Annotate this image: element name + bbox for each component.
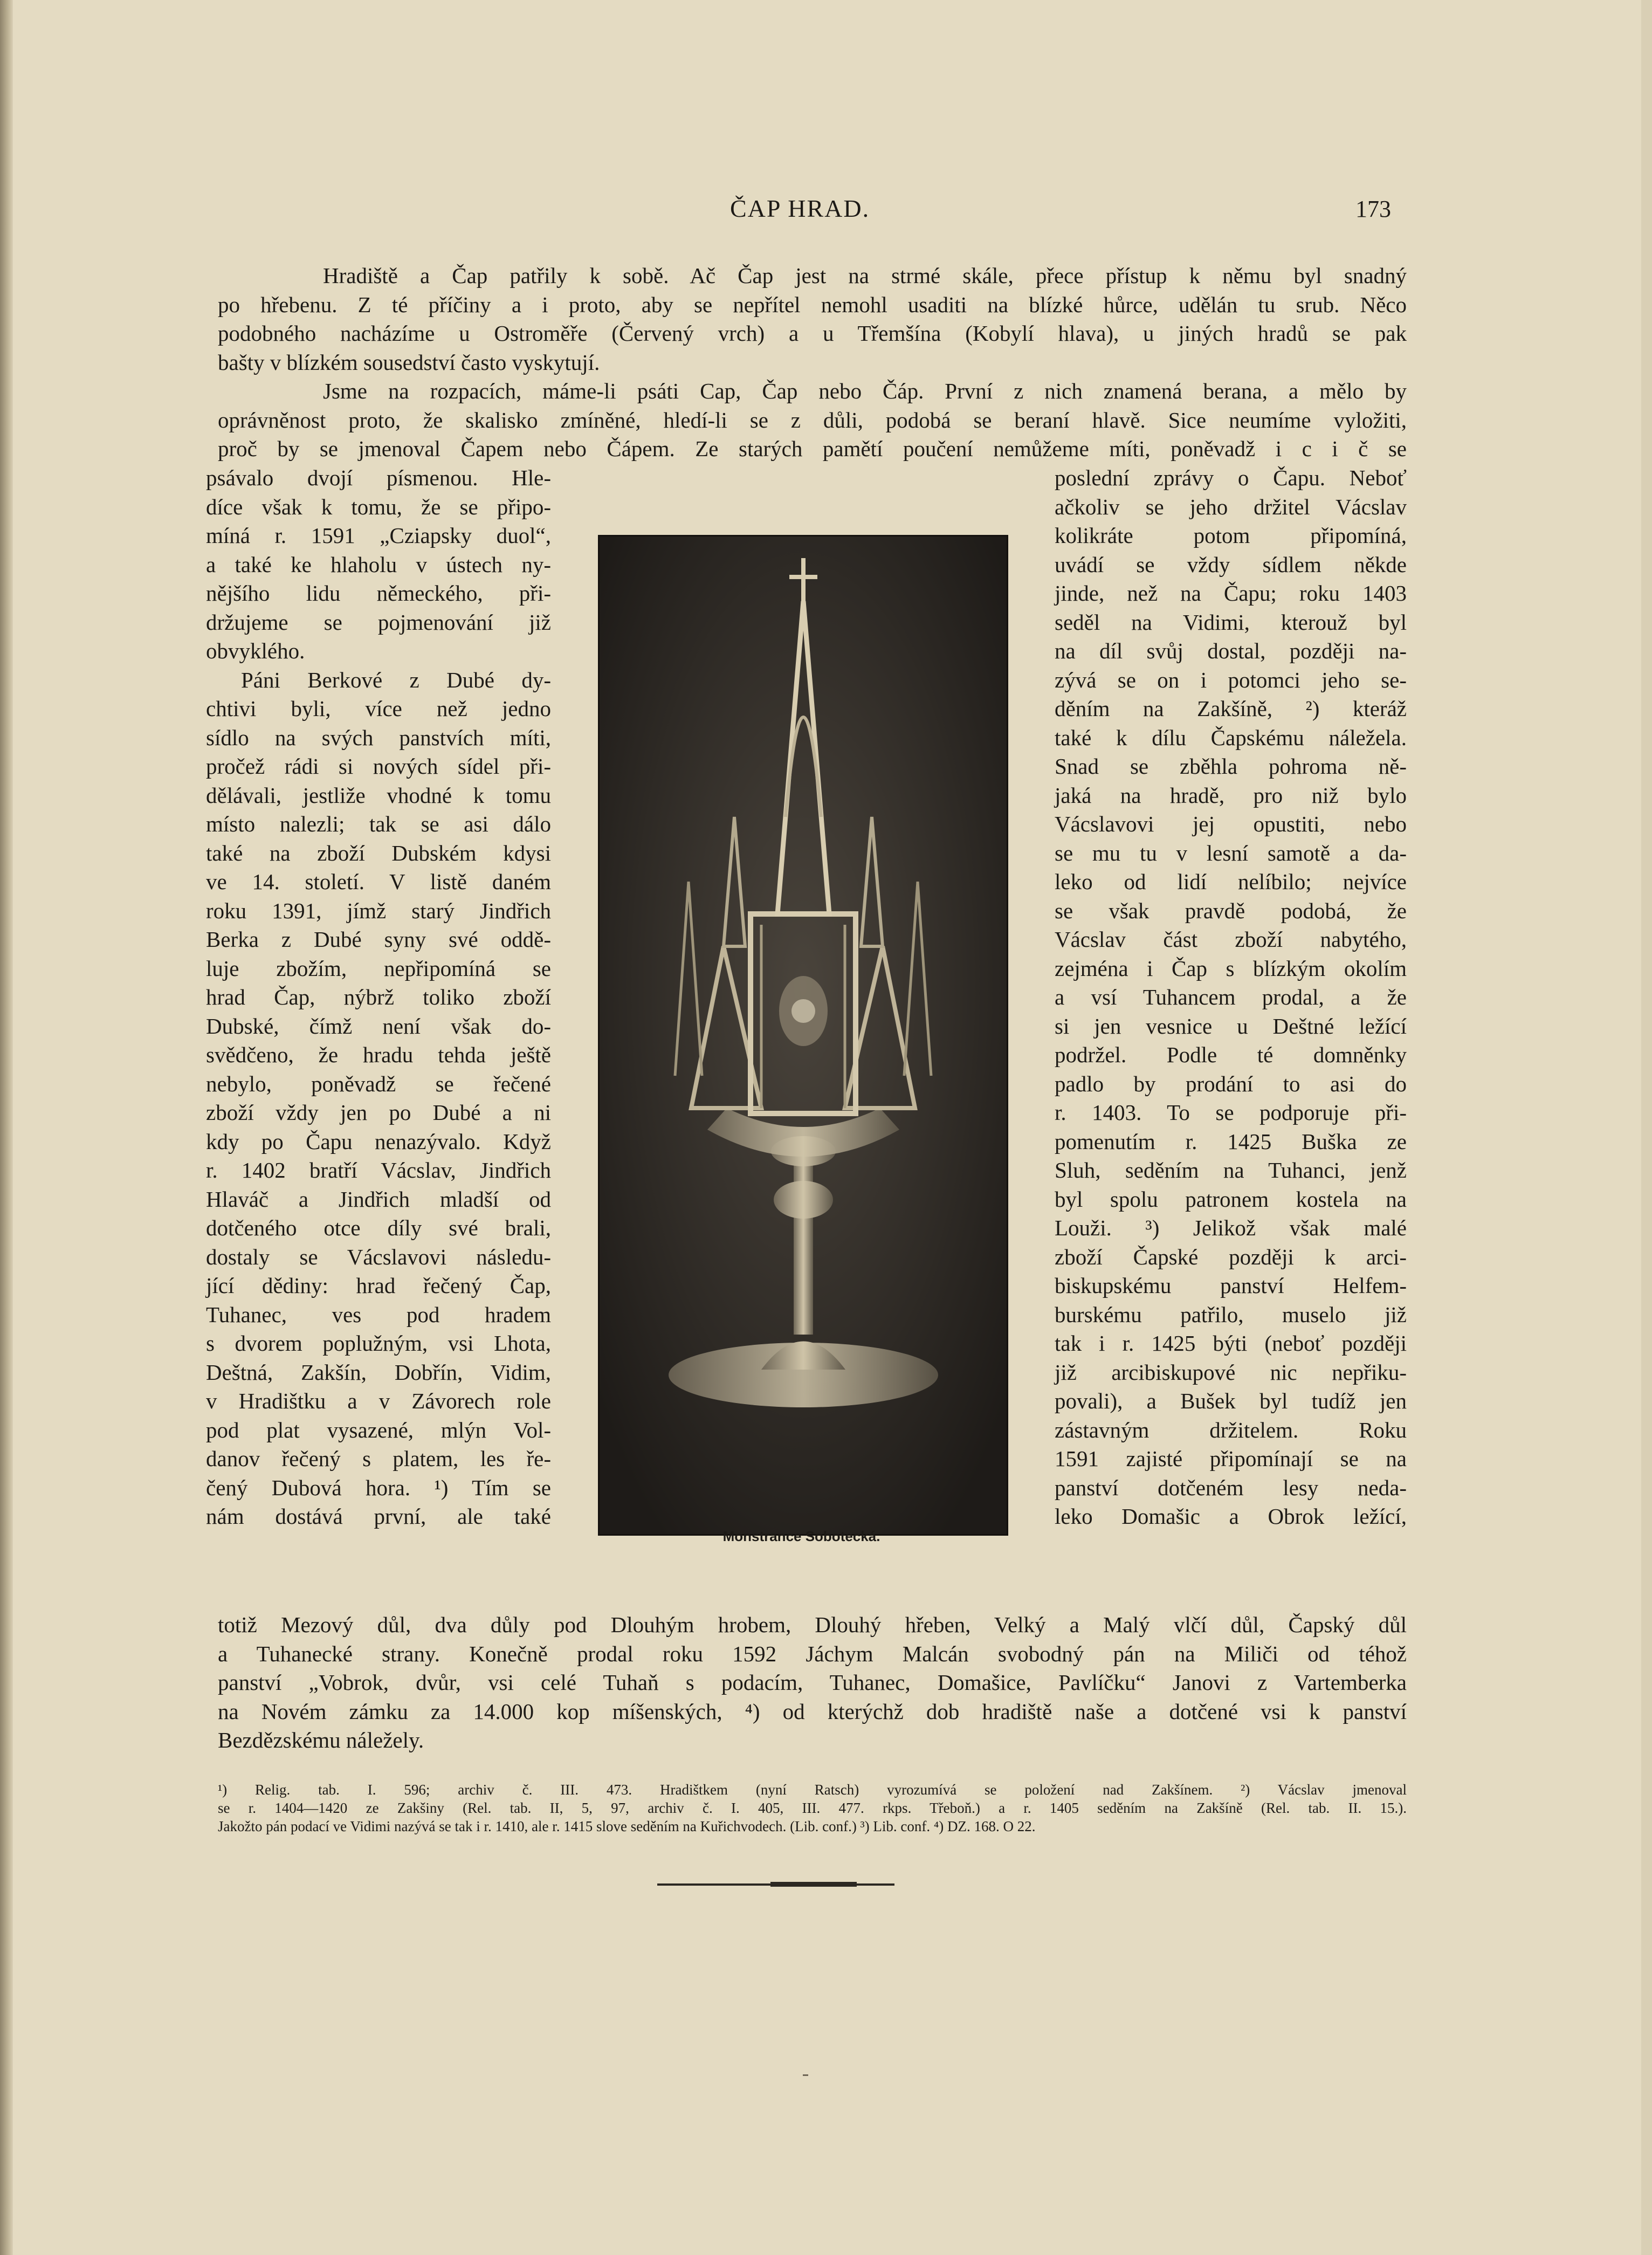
text-line: s dvorem poplužným, vsi Lhota, [206,1331,551,1356]
text-line: podržel. Podle té domněnky [1055,1042,1407,1067]
text-line: ve 14. století. V listě daném [206,869,551,894]
text-line: a vsí Tuhancem prodal, a že [1055,985,1407,1009]
text-line: dotčeného otce díly své brali, [206,1215,551,1240]
closing-paragraph [218,1611,1407,1755]
text-line: Snad se zběhla pohroma ně- [1055,754,1407,779]
text-line: proč by se jmenoval Čapem nebo Čápem. Ze starých pamětí poučení nemůžeme míti, poněvadž i c i č se [218,436,1407,461]
text-line: Páni Berkové z Dubé dy- [241,667,551,692]
text-line: jící dědiny: hrad řečený Čap, [206,1273,551,1298]
text-line: nám dostává první, ale také [206,1504,551,1529]
text-line: psávalo dvojí písmenou. Hle- [206,465,551,490]
text-line: zboží Čapské později k arci- [1055,1244,1407,1269]
footnotes [218,1780,1407,1835]
text-line: Jakožto pán podací ve Vidimi nazývá se tak i r. 1410, ale r. 1415 slove seděním na Kuřichvodech. (Lib. conf.) ³) Lib. conf. ⁴) DZ. 168. O 22. [218,1818,1036,1834]
running-header: ČAP HRAD. [730,195,870,222]
text-line: byl spolu patronem kostela na [1055,1186,1407,1212]
text-line: pomenutím r. 1425 Buška ze [1055,1129,1407,1154]
text-line: sídlo na svých panstvích míti, [206,725,551,750]
text-line: Hlaváč a Jindřich mladší od [206,1186,551,1212]
text-line: na Novém zámku za 14.000 kop míšenských, ⁴) od kterýchž dob hradiště naše a dotčené vsi k panství [218,1699,1407,1724]
text-line: držujeme se pojmenování již [206,609,551,635]
text-line: pod plat vysazené, mlýn Vol- [206,1417,551,1442]
text-line: zástavným držitelem. Roku [1055,1417,1407,1442]
text-line: se však pravdě podobá, že [1055,898,1407,923]
page-spine-shadow [0,0,13,2255]
text-line: dělávali, jestliže vhodné k tomu [206,782,551,808]
text-line: totiž Mezový důl, dva důly pod Dlouhým hrobem, Dlouhý hřeben, Velký a Malý vlčí důl, Čapský důl [218,1612,1407,1637]
text-line: oprávněnost proto, že skalisko zmíněné, hledí-li se z důli, podobá se beraní hlavě. Sice neumíme vyložiti, [218,407,1407,432]
intro-paragraph-1 [218,262,1407,377]
text-line: hrad Čap, nýbrž toliko zboží [206,985,551,1009]
text-line: povali), a Bušek byl tudíž jen [1055,1388,1407,1413]
text-line: také k dílu Čapskému náležela. [1055,725,1407,750]
text-line: Sluh, seděním na Tuhanci, jenž [1055,1158,1407,1182]
text-line: ačkoliv se jeho držitel Vácslav [1055,494,1407,519]
text-line: luje zbožím, nepřipomíná se [206,955,551,981]
text-line: danov řečený s platem, les ře- [206,1446,551,1471]
text-line: si jen vesnice u Deštné ležící [1055,1013,1407,1039]
text-line: místo nalezli; tak se asi dálo [206,812,551,836]
text-line: po hřebenu. Z té příčiny a i proto, aby se nepřítel nemohl usaditi na blízké hůrce, udělán tu srub. Něco [218,292,1407,317]
text-line: 1591 zajisté připomínají se na [1055,1446,1407,1471]
text-line: Louži. ³) Jelikož však malé [1055,1215,1407,1240]
text-line: dostaly se Vácslavovi následu- [206,1244,551,1269]
text-line: tak i r. 1425 býti (neboť později [1055,1331,1407,1356]
text-line: r. 1402 bratří Vácslav, Jindřich [206,1158,551,1182]
text-line: již arcibiskupové nic nepřiku- [1055,1359,1407,1385]
text-line: uvádí se vždy sídlem někde [1055,552,1407,577]
text-line: burskému patřilo, muselo již [1055,1302,1407,1327]
text-line: zývá se on i potomci jeho se- [1055,667,1407,692]
text-line: padlo by prodání to asi do [1055,1071,1407,1096]
text-line: Jsme na rozpacích, máme-li psáti Cap, Čap nebo Čáp. První z nich znamená berana, a mělo by [323,379,1407,403]
text-line: míná r. 1591 „Cziapsky duol“, [206,523,551,548]
text-line: jaká na hradě, pro niž bylo [1055,782,1407,808]
text-line: leko od lidí nelíbilo; nejvíce [1055,869,1407,894]
text-line: Hradiště a Čap patřily k sobě. Ač Čap jest na strmé skále, přece přístup k němu byl snadný [323,263,1407,288]
book-page [13,0,1641,2255]
text-line: nebylo, poněvadž se řečené [206,1071,551,1096]
text-line: obvyklého. [206,638,305,663]
right-text-column [1055,464,1407,1531]
page-mark [803,2074,808,2076]
text-line: čený Dubová hora. ¹) Tím se [206,1475,551,1500]
text-line: seděl na Vidimi, kterouž byl [1055,609,1407,635]
text-line: pročež rádi si nových sídel při- [206,754,551,779]
text-line: nějšího lidu německého, při- [206,581,551,606]
text-line: jinde, než na Čapu; roku 1403 [1055,581,1407,606]
text-line: Vácslav část zboží nabytého, [1055,927,1407,952]
text-line: Bezdězskému náležely. [218,1728,424,1752]
text-line: a také ke hlaholu v ústech ny- [206,552,551,577]
text-line: panství „Vobrok, dvůr, vsi celé Tuhaň s podacím, Tuhanec, Domašice, Pavlíčku“ Janovi z Vartemberka [218,1670,1407,1695]
text-line: svědčeno, že hradu tehda ještě [206,1042,551,1067]
text-line: se r. 1404—1420 ze Zakšiny (Rel. tab. II, 5, 97, archiv č. I. 405, III. 477. rkps. Třeboň.) a r. 1405 seděním na Zakšíně (Rel. tab. II. 15.). [218,1800,1407,1816]
text-line: leko Domašic a Obrok ležící, [1055,1504,1407,1529]
text-line: Berka z Dubé syny své oddě- [206,927,551,952]
text-line: se mu tu v lesní samotě a da- [1055,840,1407,865]
text-line: na díl svůj dostal, později na- [1055,638,1407,663]
text-line: poslední zprávy o Čapu. Neboť [1055,465,1407,490]
monstrance-illustration [598,535,1008,1536]
text-line: panství dotčeném lesy neda- [1055,1475,1407,1500]
text-line: kolikráte potom připomíná, [1055,523,1407,548]
end-ornament [657,1883,894,1886]
text-line: Dubské, čímž není však do- [206,1013,551,1039]
left-text-column [206,464,551,1531]
text-line: roku 1391, jímž starý Jindřich [206,898,551,923]
intro-paragraph-2 [218,377,1407,464]
text-line: chtivi byli, více než jedno [206,696,551,721]
text-line: Tuhanec, ves pod hradem [206,1302,551,1327]
text-line: v Hradištku a v Závorech role [206,1388,551,1413]
text-line: ¹) Relig. tab. I. 596; archiv č. III. 473. Hradištkem (nyní Ratsch) vyrozumívá se položení nad Zakšínem. ²) Vácslav jmenoval [218,1782,1407,1798]
text-line: kdy po Čapu nenazývalo. Když [206,1129,551,1154]
text-line: r. 1403. To se podporuje při- [1055,1100,1407,1125]
illustration-caption: Monstrance Sobotecká. [722,1528,880,1544]
page-number: 173 [1355,196,1391,222]
text-line: a Tuhanecké strany. Konečně prodal roku 1592 Jáchym Malcán svobodný pán na Miliči od téhož [218,1641,1407,1666]
text-line: děním na Zakšíně, ²) kteráž [1055,696,1407,721]
text-line: bašty v blízkém sousedství často vyskytují. [218,349,600,375]
text-line: Deštná, Zakšín, Dobřín, Vidim, [206,1359,551,1385]
text-line: Vácslavovi jej opustiti, nebo [1055,812,1407,836]
text-line: také na zboží Dubském kdysi [206,840,551,865]
text-line: zboží vždy jen po Dubé a ni [206,1100,551,1125]
monstrance-icon [600,537,1007,1534]
text-line: zejména i Čap s blízkým okolím [1055,955,1407,981]
text-line: podobného nacházíme u Ostroměře (Červený vrch) a u Třemšína (Kobylí hlava), u jiných hradů se pak [218,321,1407,346]
text-line: biskupskému panství Helfem- [1055,1273,1407,1298]
text-line: díce však k tomu, že se připo- [206,494,551,519]
